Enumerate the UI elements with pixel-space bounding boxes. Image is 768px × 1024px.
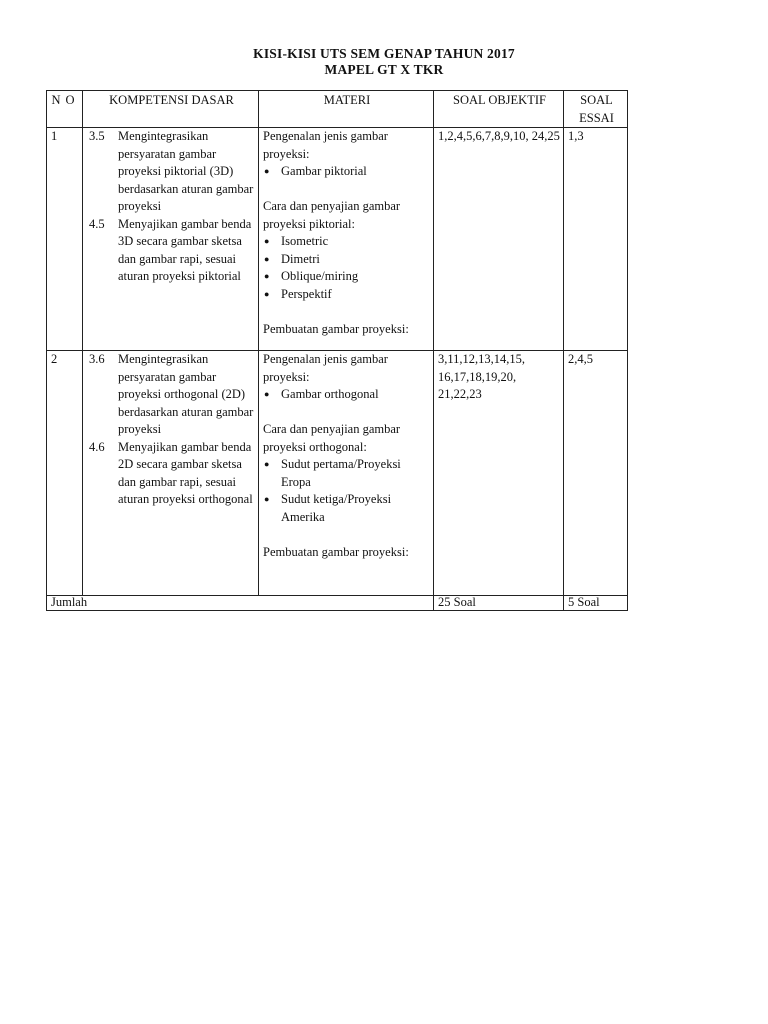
total-objektif: 25 Soal [434,596,564,611]
header-soal-objektif: SOAL OBJEKTIF [434,91,564,128]
bullet-icon: ● [264,236,270,246]
bullet-text: Sudut ketiga/Proyeksi Amerika [281,492,392,524]
title-line-2: MAPEL GT X TKR [324,62,444,77]
bullet-text: Gambar orthogonal [281,387,379,401]
kompetensi-text: Mengintegrasikan persyaratan gambar proyeksi piktorial (3D) berdasarkan aturan gambar proyeksi [118,129,254,213]
list-item [263,386,431,404]
materi-cara: Cara dan penyajian gambar proyeksi orthogonal: [263,422,401,454]
bullet-text: Oblique/miring [281,269,359,283]
list-item [263,268,431,286]
kompetensi-item [87,216,256,286]
materi-intro: Pengenalan jenis gambar proyeksi: [263,352,388,384]
bullet-text: Gambar piktorial [281,164,367,178]
document-title [0,46,768,78]
list-item [263,233,431,251]
kompetensi-item [87,439,256,509]
bullet-icon: ● [264,166,270,176]
table-row [47,351,628,596]
list-item [263,456,431,491]
kompetensi-number: 3.6 [89,352,105,366]
kompetensi-text: Mengintegrasikan persyaratan gambar proyeksi orthogonal (2D) berdasarkan aturan gambar proyeksi [118,352,254,436]
kompetensi-cell [83,128,259,351]
list-item [263,251,431,269]
bullet-icon: ● [264,494,270,504]
bullet-icon: ● [264,288,270,299]
bullet-text: Sudut pertama/Proyeksi Eropa [281,457,401,489]
kompetensi-cell [83,351,259,596]
materi-cara: Cara dan penyajian gambar proyeksi piktorial: [263,199,401,231]
bullet-text: Perspektif [281,286,332,301]
total-label: Jumlah [47,596,434,611]
soal-essai-cell: 1,3 [564,128,628,351]
row-no: 2 [47,351,83,596]
title-line-1: KISI-KISI UTS SEM GENAP TAHUN 2017 [253,46,515,61]
list-item [263,286,431,304]
kisi-kisi-table [46,90,628,611]
kompetensi-item [87,351,256,439]
materi-cara-list [263,233,431,303]
bullet-icon: ● [264,389,270,399]
materi-intro-list [263,386,431,404]
header-no: NO [47,91,83,128]
materi-intro-list [263,163,431,181]
total-row [47,596,628,611]
list-item [263,163,431,181]
header-soal-essai: SOAL ESSAI [564,91,628,128]
bullet-text: Isometric [281,234,329,248]
total-essai: 5 Soal [564,596,628,611]
kompetensi-number: 4.5 [89,216,105,231]
kompetensi-number: 3.5 [89,129,105,143]
kompetensi-number: 4.6 [89,439,105,454]
list-item [263,491,431,526]
materi-pembuatan: Pembuatan gambar proyeksi: [263,544,409,559]
materi-cell [259,128,434,351]
materi-intro: Pengenalan jenis gambar proyeksi: [263,129,388,161]
kompetensi-text: Menyajikan gambar benda 2D secara gambar sketsa dan gambar rapi, sesuai aturan proyeksi orthogonal [118,439,253,506]
table-header-row [47,91,628,128]
materi-cara-list [263,456,431,526]
header-kompetensi: KOMPETENSI DASAR [83,91,259,128]
table-row [47,128,628,351]
bullet-icon: ● [264,253,270,264]
bullet-icon: ● [264,459,270,469]
row-no: 1 [47,128,83,351]
kompetensi-text: Menyajikan gambar benda 3D secara gambar sketsa dan gambar rapi, sesuai aturan proyeksi piktorial [118,216,252,283]
bullet-icon: ● [264,271,270,281]
soal-objektif-cell: 1,2,4,5,6,7,8,9,10, 24,25 [434,128,564,351]
soal-objektif-cell: 3,11,12,13,14,15, 16,17,18,19,20, 21,22,23 [434,351,564,596]
materi-pembuatan: Pembuatan gambar proyeksi: [263,321,409,336]
header-materi: MATERI [259,91,434,128]
bullet-text: Dimetri [281,251,320,266]
materi-cell [259,351,434,596]
kompetensi-item [87,128,256,216]
soal-essai-cell: 2,4,5 [564,351,628,596]
